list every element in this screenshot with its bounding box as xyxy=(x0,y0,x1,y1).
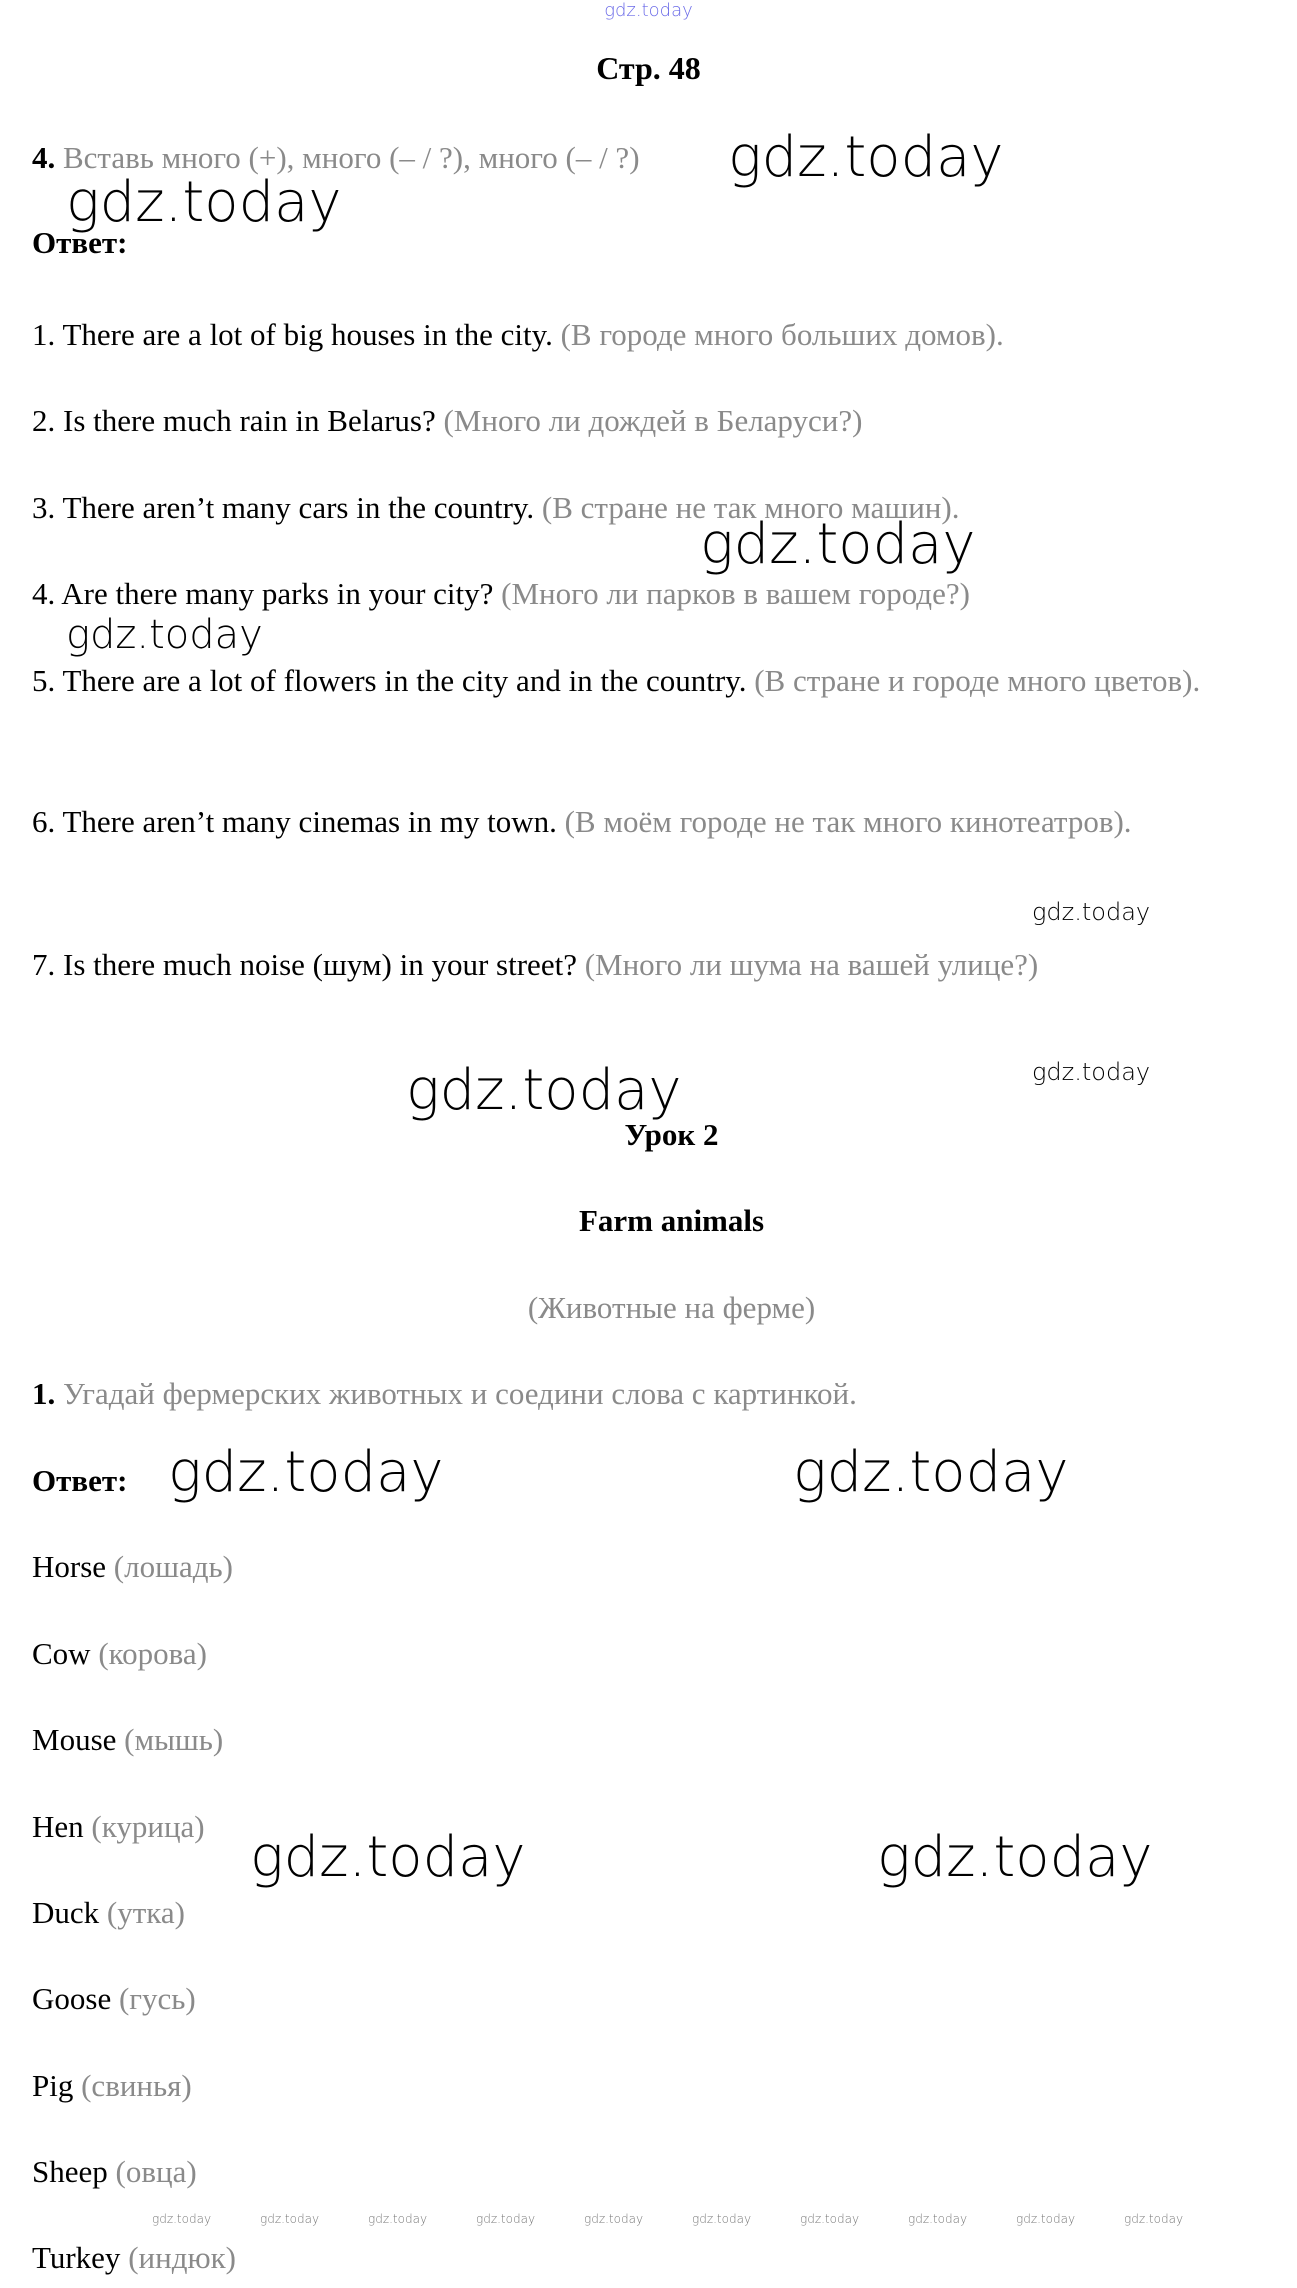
watermark-text: gdz.today xyxy=(152,2212,212,2226)
lesson-subtitle: Farm animals xyxy=(578,1203,765,1238)
item-ru: (В стране не так много машин). xyxy=(541,490,960,525)
watermark-text: gdz.today xyxy=(584,2212,644,2226)
animal-en: Sheep xyxy=(32,2154,108,2189)
item-ru: (Много ли дождей в Беларуси?) xyxy=(443,403,863,438)
item-en: 2. Is there much rain in Belarus? xyxy=(32,403,436,438)
animal-ru: (овца) xyxy=(115,2154,197,2189)
watermark-text: gdz.today xyxy=(800,2212,860,2226)
exercise1-instruction: Угадай фермерских животных и соедини слова с картинкой. xyxy=(63,1376,857,1411)
list-item xyxy=(32,2240,236,2276)
list-item xyxy=(32,1722,223,1758)
watermark-text: gdz.today xyxy=(250,1825,526,1890)
watermark-text: gdz.today xyxy=(1016,2212,1076,2226)
watermark-text: gdz.today xyxy=(476,2212,536,2226)
watermark-text: gdz.today xyxy=(66,612,263,658)
watermark-text: gdz.today xyxy=(168,1440,444,1505)
watermark-text: gdz.today xyxy=(260,2212,320,2226)
animal-ru: (курица) xyxy=(91,1809,205,1844)
list-item xyxy=(32,791,1212,853)
exercise1-number: 1. xyxy=(32,1376,56,1411)
item-ru: (Много ли шума на вашей улице?) xyxy=(584,947,1039,982)
list-item xyxy=(32,304,1212,366)
exercise4-number: 4. xyxy=(32,140,56,175)
animal-en: Cow xyxy=(32,1636,91,1671)
watermark-text: gdz.today xyxy=(1032,898,1151,926)
animal-ru: (индюк) xyxy=(128,2240,237,2275)
item-en: 5. There are a lot of flowers in the city and in the country. xyxy=(32,663,747,698)
list-item xyxy=(32,1809,205,1845)
watermark-text: gdz.today xyxy=(877,1825,1153,1890)
item-ru: (Много ли парков в вашем городе?) xyxy=(501,576,970,611)
list-item xyxy=(32,2068,192,2104)
exercise1-heading xyxy=(32,1376,857,1412)
watermark-text: gdz.today xyxy=(793,1440,1069,1505)
watermark-text: gdz.today xyxy=(66,170,342,235)
animal-en: Goose xyxy=(32,1981,112,2016)
item-en: 3. There aren’t many cars in the country. xyxy=(32,490,535,525)
list-item xyxy=(32,390,1212,452)
animal-ru: (утка) xyxy=(106,1895,185,1930)
animal-ru: (мышь) xyxy=(124,1722,224,1757)
animal-ru: (лошадь) xyxy=(113,1549,233,1584)
watermark-text: gdz.today xyxy=(1124,2212,1184,2226)
watermark-text: gdz.today xyxy=(700,512,976,577)
exercise1-answer-label: Ответ: xyxy=(32,1463,128,1498)
list-item xyxy=(32,1981,196,2017)
item-ru: (В стране и городе много цветов). xyxy=(754,663,1201,698)
lesson-title: Урок 2 xyxy=(624,1117,719,1152)
item-ru: (В городе много больших домов). xyxy=(560,317,1004,352)
top-watermark: gdz.today xyxy=(604,0,693,21)
list-item xyxy=(32,1549,233,1585)
watermark-text: gdz.today xyxy=(406,1058,682,1123)
list-item xyxy=(32,1636,207,1672)
animal-en: Turkey xyxy=(32,2240,121,2275)
item-en: 4. Are there many parks in your city? xyxy=(32,576,494,611)
animal-en: Mouse xyxy=(32,1722,117,1757)
lesson-subtitle-ru: (Животные на ферме) xyxy=(527,1290,816,1325)
watermark-text: gdz.today xyxy=(692,2212,752,2226)
list-item xyxy=(32,1895,185,1931)
watermark-text: gdz.today xyxy=(1032,1058,1151,1086)
exercise4-answer-label: Ответ: xyxy=(32,225,128,260)
list-item xyxy=(32,477,1212,539)
animal-en: Horse xyxy=(32,1549,107,1584)
watermark-text: gdz.today xyxy=(908,2212,968,2226)
animal-ru: (корова) xyxy=(98,1636,207,1671)
watermark-text: gdz.today xyxy=(728,125,1004,190)
animal-en: Duck xyxy=(32,1895,100,1930)
item-en: 6. There aren’t many cinemas in my town. xyxy=(32,804,557,839)
animal-en: Hen xyxy=(32,1809,84,1844)
list-item xyxy=(32,650,1212,712)
page-title: Стр. 48 xyxy=(596,50,701,86)
animal-en: Pig xyxy=(32,2068,74,2103)
item-ru: (В моём городе не так много кинотеатров). xyxy=(564,804,1132,839)
list-item xyxy=(32,2154,197,2190)
animal-ru: (гусь) xyxy=(118,1981,196,2016)
list-item xyxy=(32,934,1212,996)
item-en: 1. There are a lot of big houses in the city. xyxy=(32,317,553,352)
item-en: 7. Is there much noise (шум) in your street? xyxy=(32,947,577,982)
exercise4-instruction: Вставь много (+), много (– / ?), много (– / ?) xyxy=(63,140,640,175)
animal-ru: (свинья) xyxy=(81,2068,192,2103)
watermark-text: gdz.today xyxy=(368,2212,428,2226)
